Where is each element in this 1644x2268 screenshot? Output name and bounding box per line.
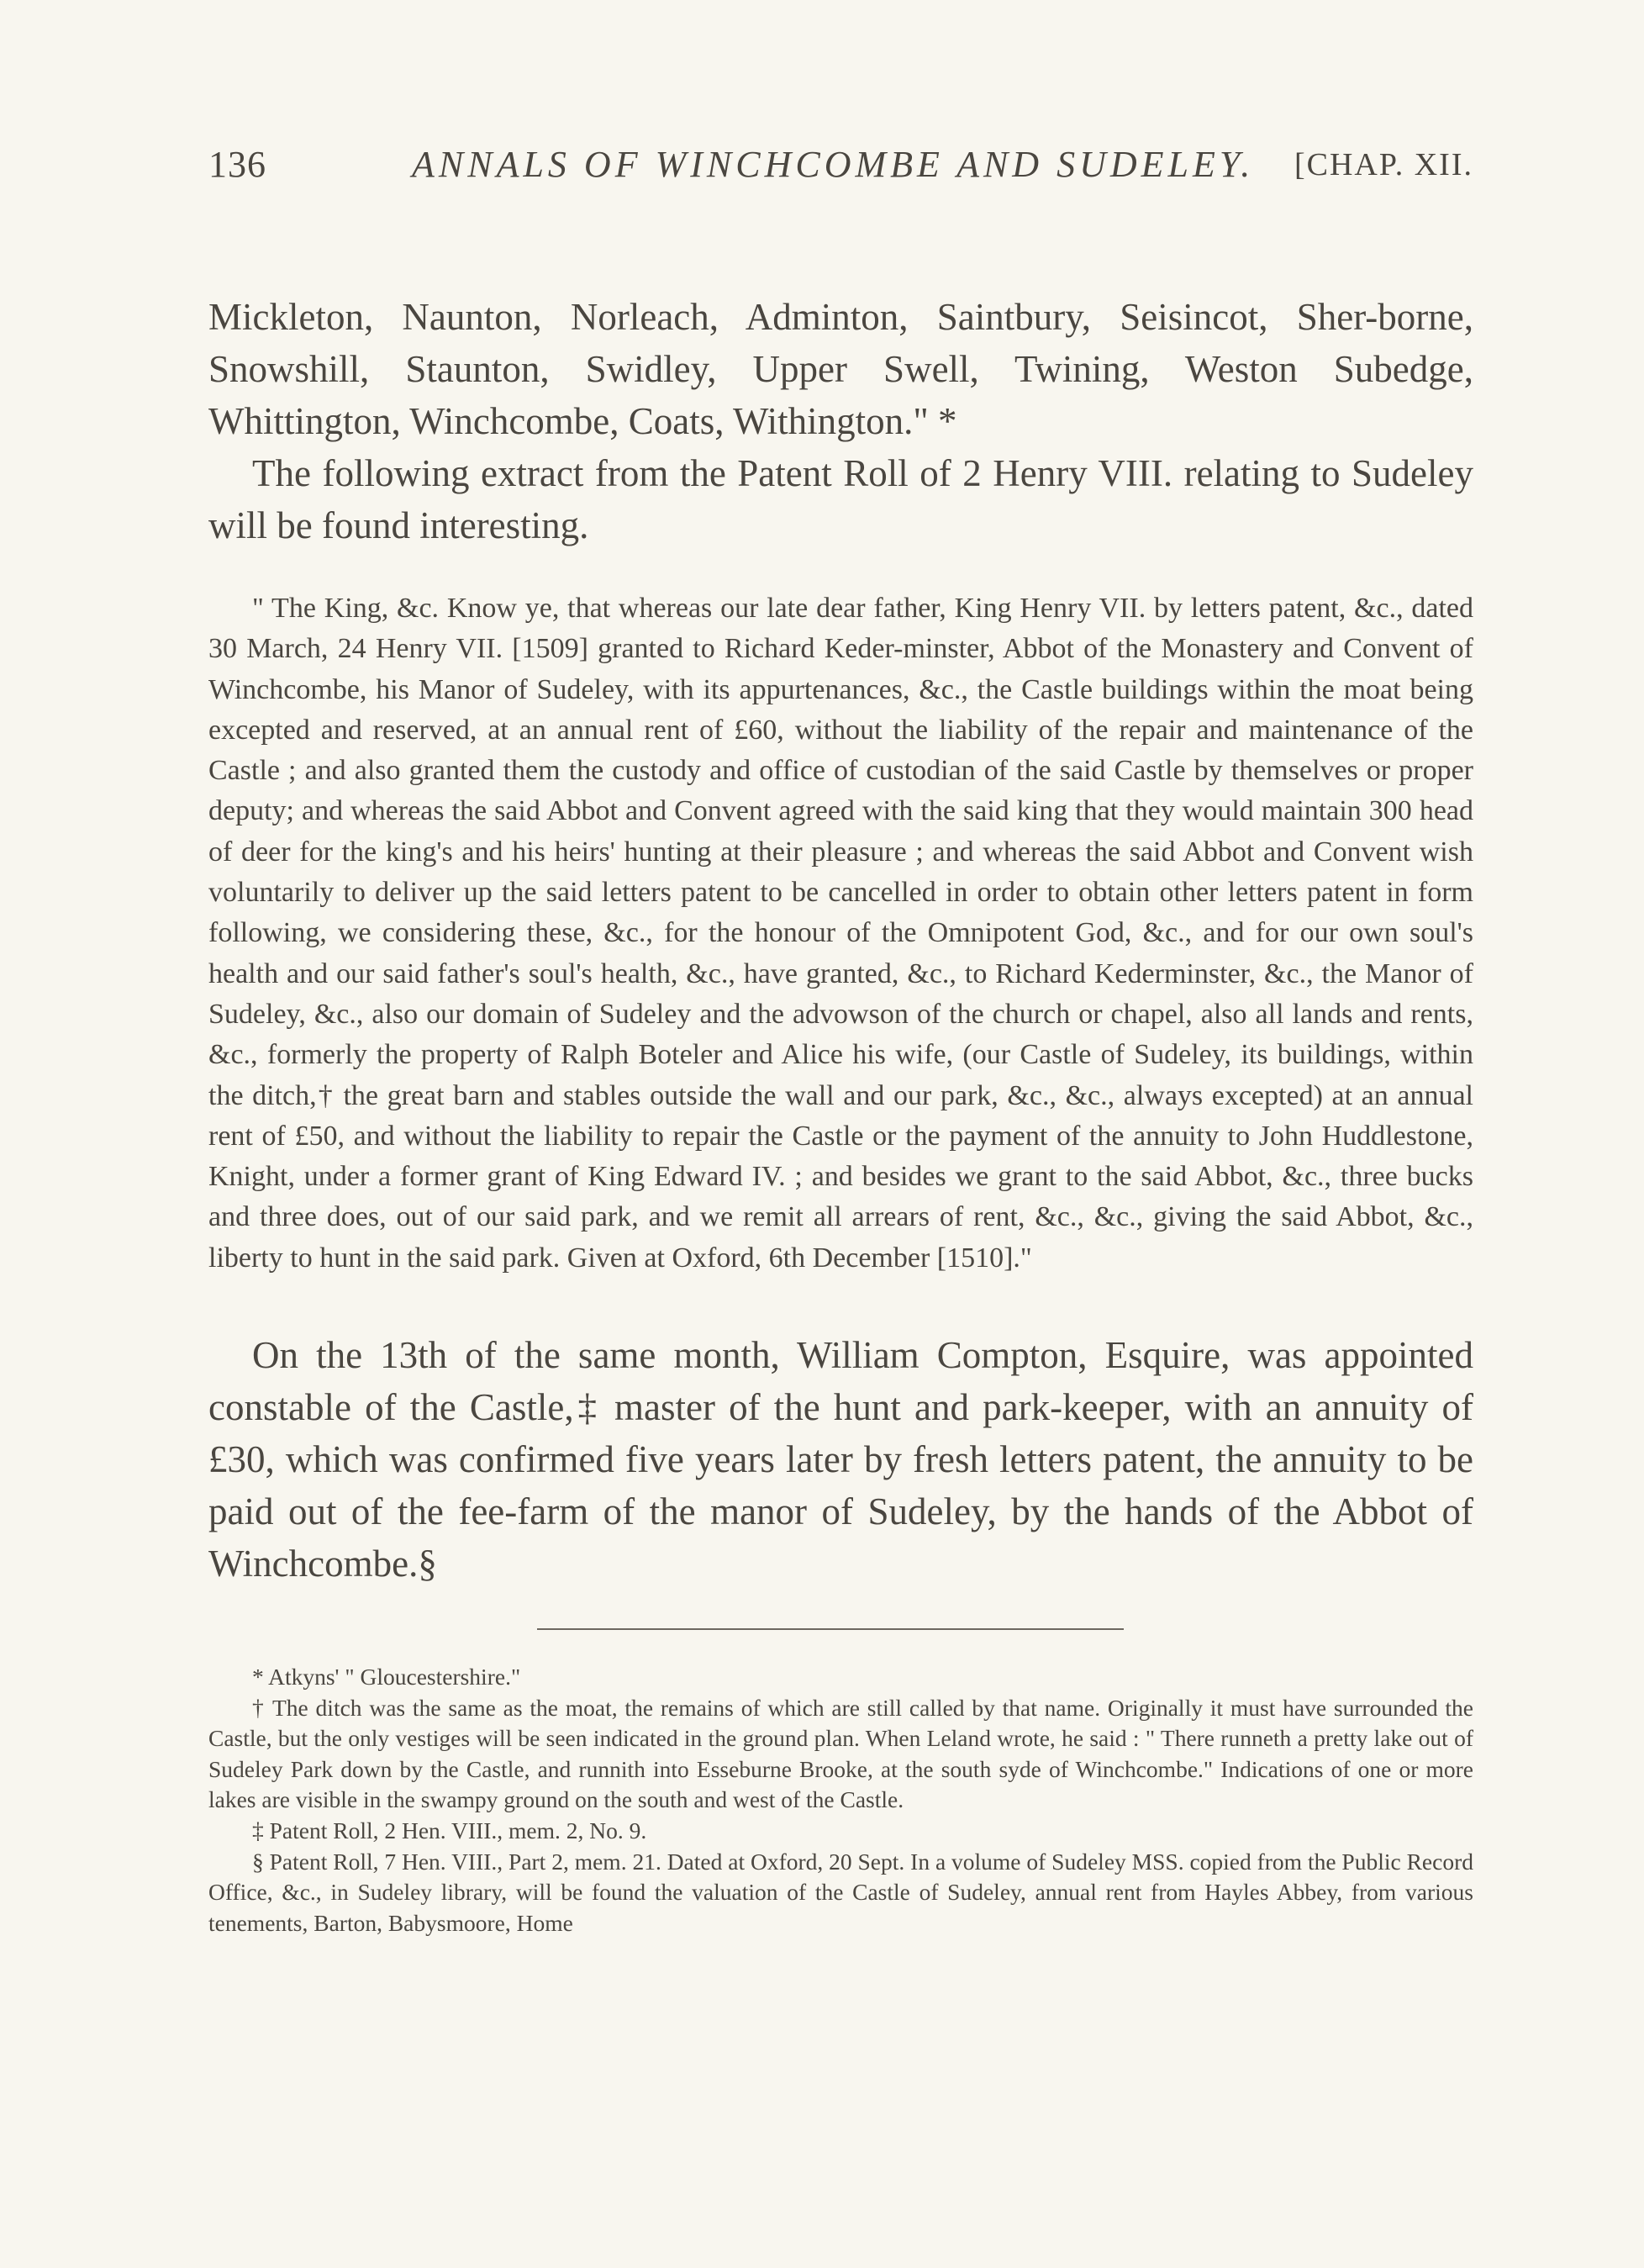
running-head [208, 143, 1473, 197]
footnote-4: § Patent Roll, 7 Hen. VIII., Part 2, mem. 21. Dated at Oxford, 20 Sept. In a volume of Sudeley MSS. copied from the Public Record Office, &c., in Sudeley library, will be found the valuation of the Castle of Sudeley, annual rent from Hayles Abbey, from various tenements, Barton, Babysmoore, Home [208, 1848, 1473, 1936]
footnote-3: ‡ Patent Roll, 2 Hen. VIII., mem. 2, No. 9. [252, 1817, 647, 1844]
footnote-1: * Atkyns' " Gloucestershire." [252, 1664, 521, 1690]
body-paragraph-2: The following extract from the Patent Roll of 2 Henry VIII. relating to Sudeley will be found interesting. [208, 452, 1473, 546]
running-title: ANNALS OF WINCHCOMBE AND SUDELEY. [412, 144, 1255, 185]
book-page [208, 143, 1473, 1938]
footnote-2: † The ditch was the same as the moat, the remains of which are still called by that name. Originally it must have surrounded the Castle, but the only vestiges will be seen indicated in the ground plan. When Leland wrote, he said : " There runneth a pretty lake out of Sudeley Park down by the Castle, and runnith into Esseburne Brooke, at the south syde of Winchcombe." Indications of one or more lakes are visible in the swampy ground on the south and west of the Castle. [208, 1694, 1473, 1813]
chapter-label: [CHAP. XII. [1294, 147, 1473, 182]
page-number: 136 [208, 144, 266, 185]
footnotes [208, 1662, 1473, 1938]
footnote-divider [537, 1628, 1124, 1630]
body-paragraph-1: Mickleton, Naunton, Norleach, Adminton, Saintbury, Seisincot, Sher-borne, Snowshill, Staunton, Swidley, Upper Swell, Twining, Weston Subedge, Whittington, Winchcombe, Coats, Withington." * [208, 296, 1473, 442]
body-paragraph-3: On the 13th of the same month, William Compton, Esquire, was appointed constable of the Castle,‡ master of the hunt and park-keeper, with an annuity of £30, which was confirmed five years later by fresh letters patent, the annuity to be paid out of the fee-farm of the manor of Sudeley, by the hands of the Abbot of Winchcombe.§ [208, 1334, 1473, 1585]
patent-roll-quotation: " The King, &c. Know ye, that whereas our late dear father, King Henry VII. by letters patent, &c., dated 30 March, 24 Henry VII. [1509] granted to Richard Keder-minster, Abbot of the Monastery and Convent of Winchcombe, his Manor of Sudeley, with its appurtenances, &c., the Castle buildings within the moat being excepted and reserved, at an annual rent of £60, without the liability of the repair and maintenance of the Castle ; and also granted them the custody and office of custodian of the said Castle by themselves or proper deputy; and whereas the said Abbot and Convent agreed with the said king that they would maintain 300 head of deer for the king's and his heirs' hunting at their pleasure ; and whereas the said Abbot and Convent wish voluntarily to deliver up the said letters patent to be cancelled in order to obtain other letters patent in form following, we considering these, &c., for the honour of the Omnipotent God, &c., and for our own soul's health and our said father's soul's health, &c., have granted, &c., to Richard Kederminster, &c., the Manor of Sudeley, &c., also our domain of Sudeley and the advowson of the church or chapel, also all lands and rents, &c., formerly the property of Ralph Boteler and Alice his wife, (our Castle of Sudeley, its buildings, within the ditch,† the great barn and stables outside the wall and our park, &c., &c., always excepted) at an annual rent of £50, and without the liability to repair the Castle or the payment of the annuity to John Huddlestone, Knight, under a former grant of King Edward IV. ; and besides we grant to the said Abbot, &c., three bucks and three does, out of our said park, and we remit all arrears of rent, &c., &c., giving the said Abbot, &c., liberty to hunt in the said park. Given at Oxford, 6th December [1510]." [208, 593, 1473, 1274]
